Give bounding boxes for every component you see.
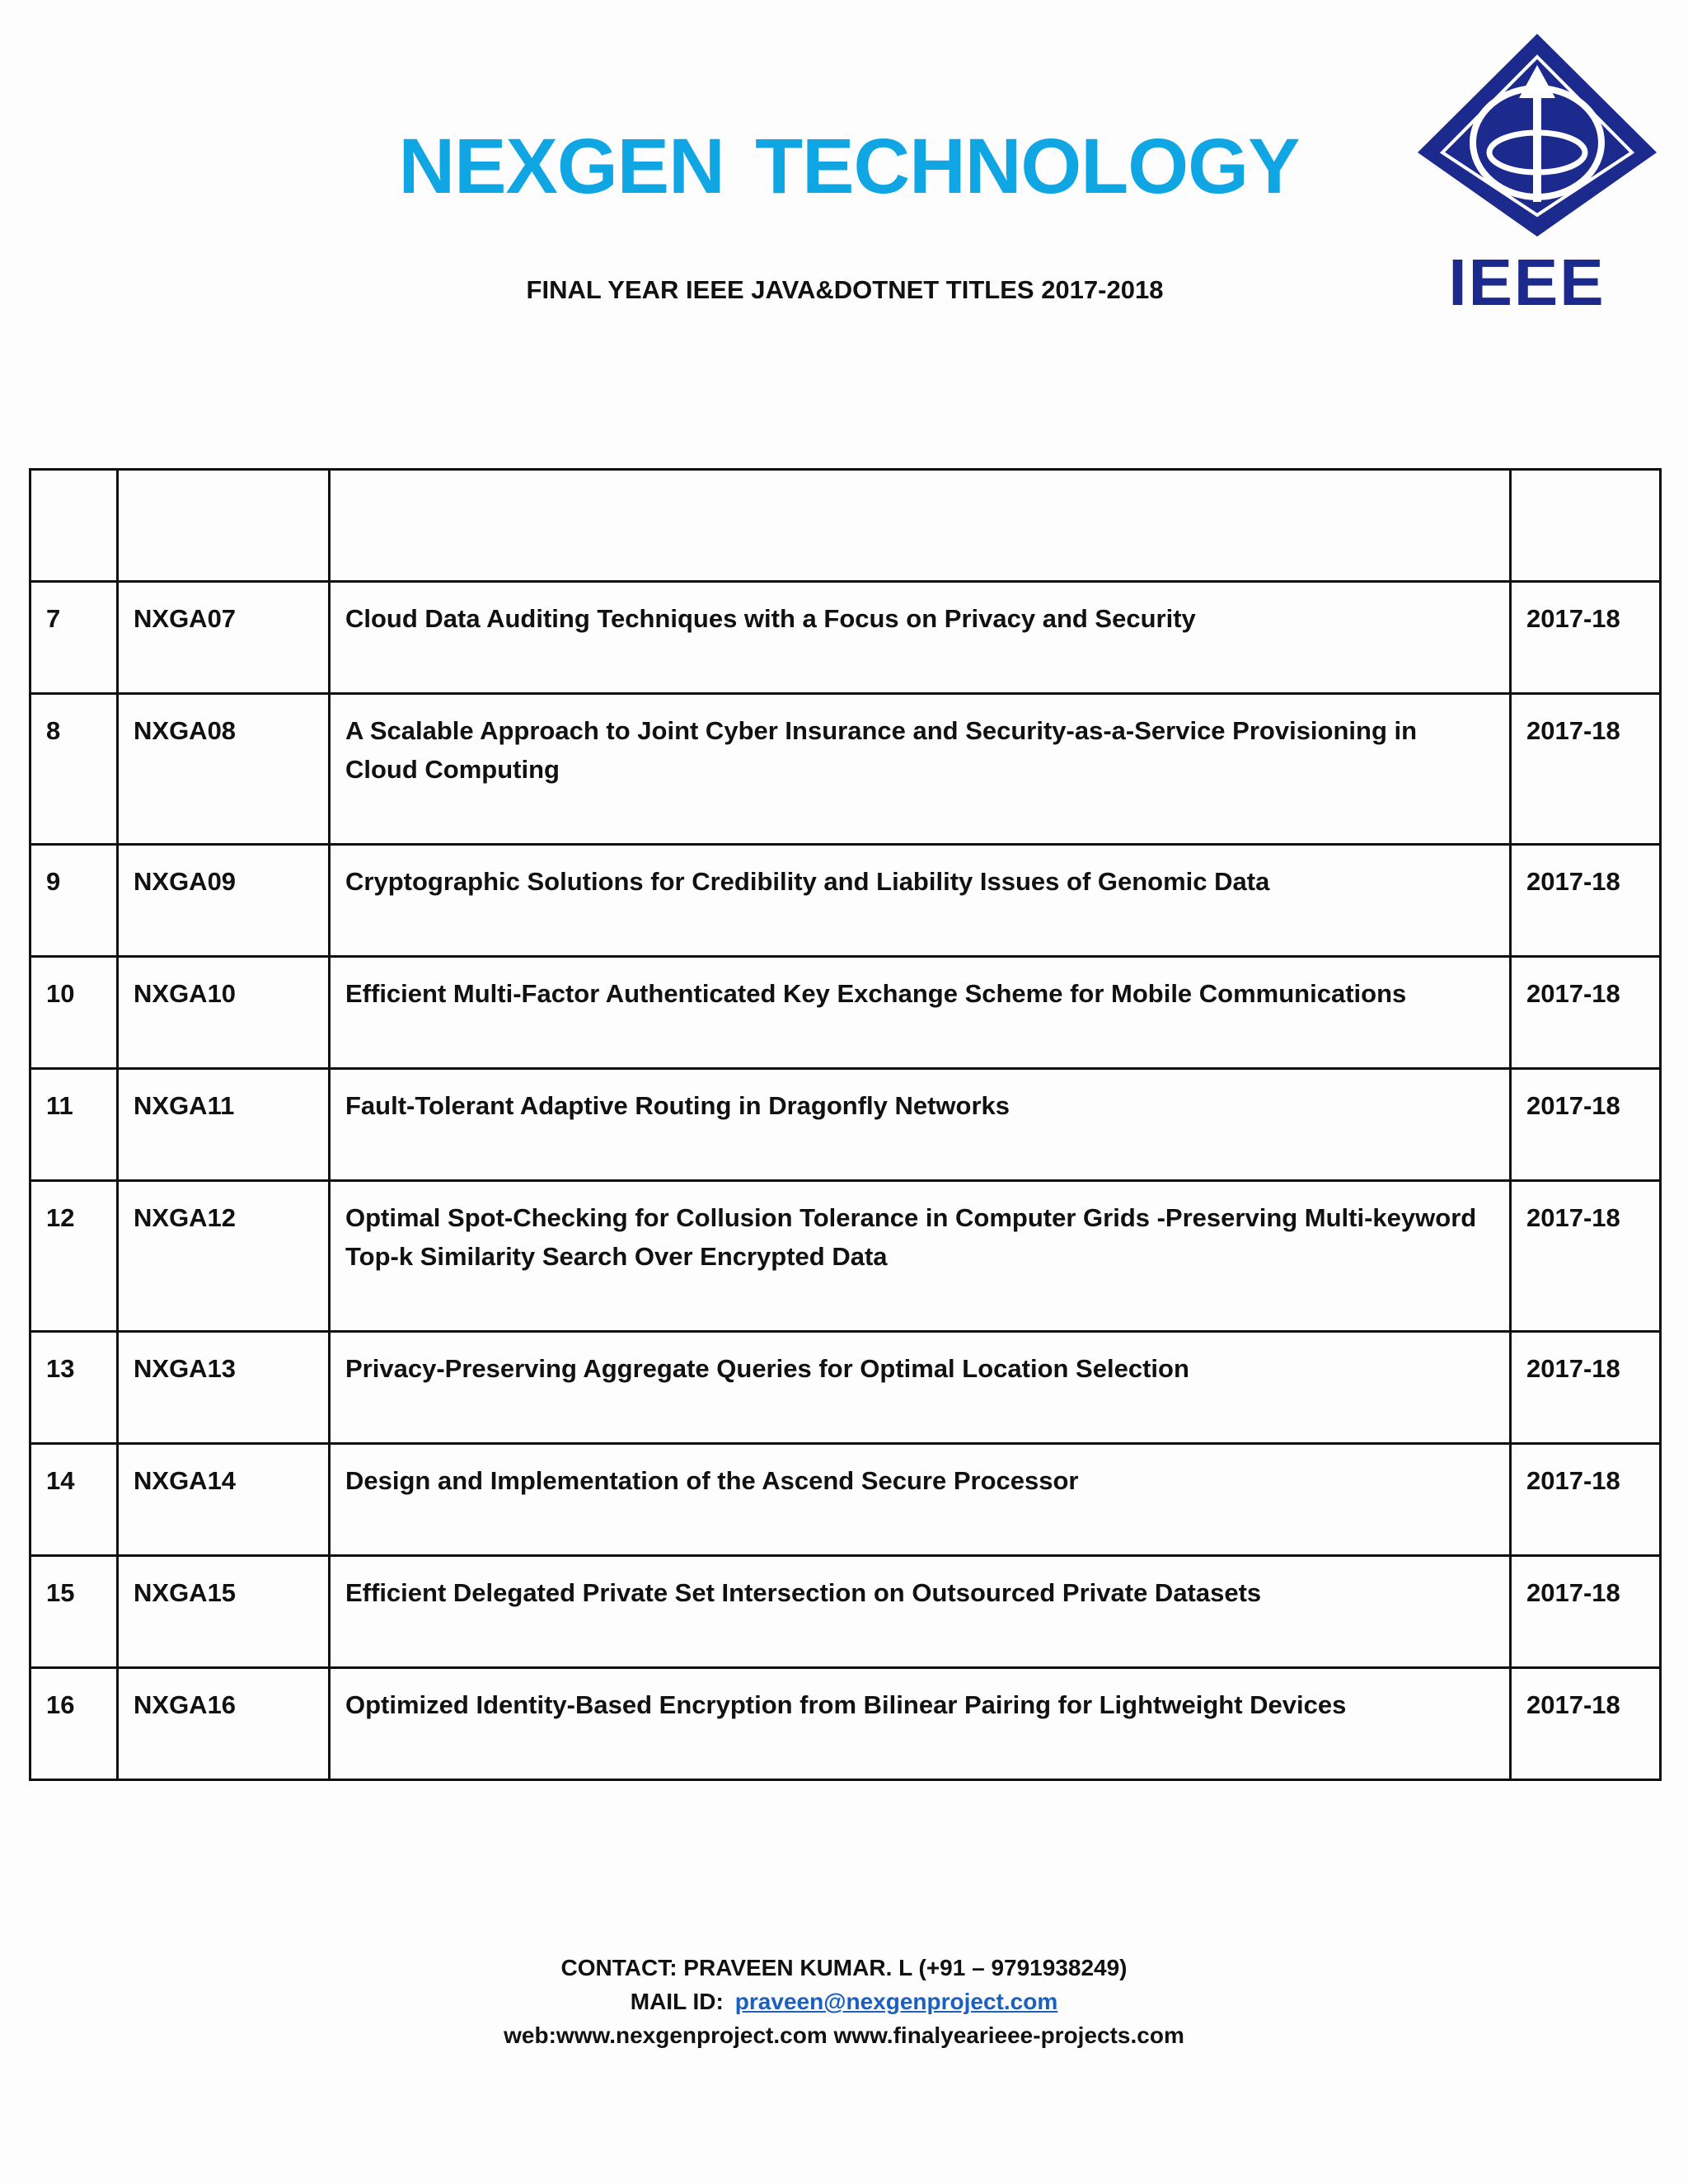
table-row xyxy=(30,1181,1661,1332)
table-header-row xyxy=(30,470,1661,582)
table-row xyxy=(30,957,1661,1069)
table-row xyxy=(30,694,1661,845)
mail-line xyxy=(0,1989,1688,2015)
project-title: Efficient Multi-Factor Authenticated Key Exchange Scheme for Mobile Communications xyxy=(330,957,1511,1069)
project-year: 2017-18 xyxy=(1511,1332,1661,1444)
project-title: Cryptographic Solutions for Credibility and Liability Issues of Genomic Data xyxy=(330,845,1511,957)
empty-cell xyxy=(1511,470,1661,582)
project-year: 2017-18 xyxy=(1511,845,1661,957)
project-code: NXGA16 xyxy=(118,1668,330,1780)
project-year: 2017-18 xyxy=(1511,1181,1661,1332)
project-year: 2017-18 xyxy=(1511,1668,1661,1780)
ieee-diamond-icon xyxy=(1414,29,1661,243)
table-row xyxy=(30,1444,1661,1556)
project-title: Cloud Data Auditing Techniques with a Focus on Privacy and Security xyxy=(330,582,1511,694)
project-year: 2017-18 xyxy=(1511,1444,1661,1556)
project-year: 2017-18 xyxy=(1511,582,1661,694)
project-title: Efficient Delegated Private Set Intersection on Outsourced Private Datasets xyxy=(330,1556,1511,1668)
row-number: 8 xyxy=(30,694,118,845)
table-row xyxy=(30,1332,1661,1444)
table-row xyxy=(30,582,1661,694)
table-row xyxy=(30,1069,1661,1181)
row-number: 16 xyxy=(30,1668,118,1780)
table-row xyxy=(30,1668,1661,1780)
project-code: NXGA08 xyxy=(118,694,330,845)
row-number: 14 xyxy=(30,1444,118,1556)
ieee-logo xyxy=(1414,29,1661,319)
project-title: Optimized Identity-Based Encryption from Bilinear Pairing for Lightweight Devices xyxy=(330,1668,1511,1780)
titles-table xyxy=(29,468,1662,1781)
table-row xyxy=(30,845,1661,957)
project-code: NXGA11 xyxy=(118,1069,330,1181)
ieee-logo-text: IEEE xyxy=(1448,246,1606,319)
table-row xyxy=(30,1556,1661,1668)
project-year: 2017-18 xyxy=(1511,1069,1661,1181)
empty-cell xyxy=(30,470,118,582)
project-code: NXGA12 xyxy=(118,1181,330,1332)
row-number: 9 xyxy=(30,845,118,957)
row-number: 12 xyxy=(30,1181,118,1332)
project-title: Optimal Spot-Checking for Collusion Tolerance in Computer Grids -Preserving Multi-keyword Top-k Similarity Search Over Encrypted Data xyxy=(330,1181,1511,1332)
row-number: 15 xyxy=(30,1556,118,1668)
project-year: 2017-18 xyxy=(1511,1556,1661,1668)
project-code: NXGA09 xyxy=(118,845,330,957)
mail-label: MAIL ID: xyxy=(630,1989,724,2014)
project-code: NXGA13 xyxy=(118,1332,330,1444)
empty-cell xyxy=(330,470,1511,582)
project-title: A Scalable Approach to Joint Cyber Insurance and Security-as-a-Service Provisioning in Cloud Computing xyxy=(330,694,1511,845)
row-number: 10 xyxy=(30,957,118,1069)
project-year: 2017-18 xyxy=(1511,694,1661,845)
empty-cell xyxy=(118,470,330,582)
mail-link[interactable]: praveen@nexgenproject.com xyxy=(734,1989,1058,2014)
document-subtitle: FINAL YEAR IEEE JAVA&DOTNET TITLES 2017-2018 xyxy=(526,275,1164,304)
brand-title: NEXGEN TECHNOLOGY xyxy=(398,123,1300,210)
row-number: 11 xyxy=(30,1069,118,1181)
row-number: 13 xyxy=(30,1332,118,1444)
project-code: NXGA15 xyxy=(118,1556,330,1668)
contact-line: CONTACT: PRAVEEN KUMAR. L (+91 – 9791938249) xyxy=(560,1955,1128,1980)
project-title: Design and Implementation of the Ascend Secure Processor xyxy=(330,1444,1511,1556)
project-code: NXGA10 xyxy=(118,957,330,1069)
project-code: NXGA14 xyxy=(118,1444,330,1556)
web-line: web:www.nexgenproject.com www.finalyearieee-projects.com xyxy=(504,2022,1184,2048)
row-number: 7 xyxy=(30,582,118,694)
project-year: 2017-18 xyxy=(1511,957,1661,1069)
project-code: NXGA07 xyxy=(118,582,330,694)
project-title: Fault-Tolerant Adaptive Routing in Dragonfly Networks xyxy=(330,1069,1511,1181)
project-title: Privacy-Preserving Aggregate Queries for Optimal Location Selection xyxy=(330,1332,1511,1444)
